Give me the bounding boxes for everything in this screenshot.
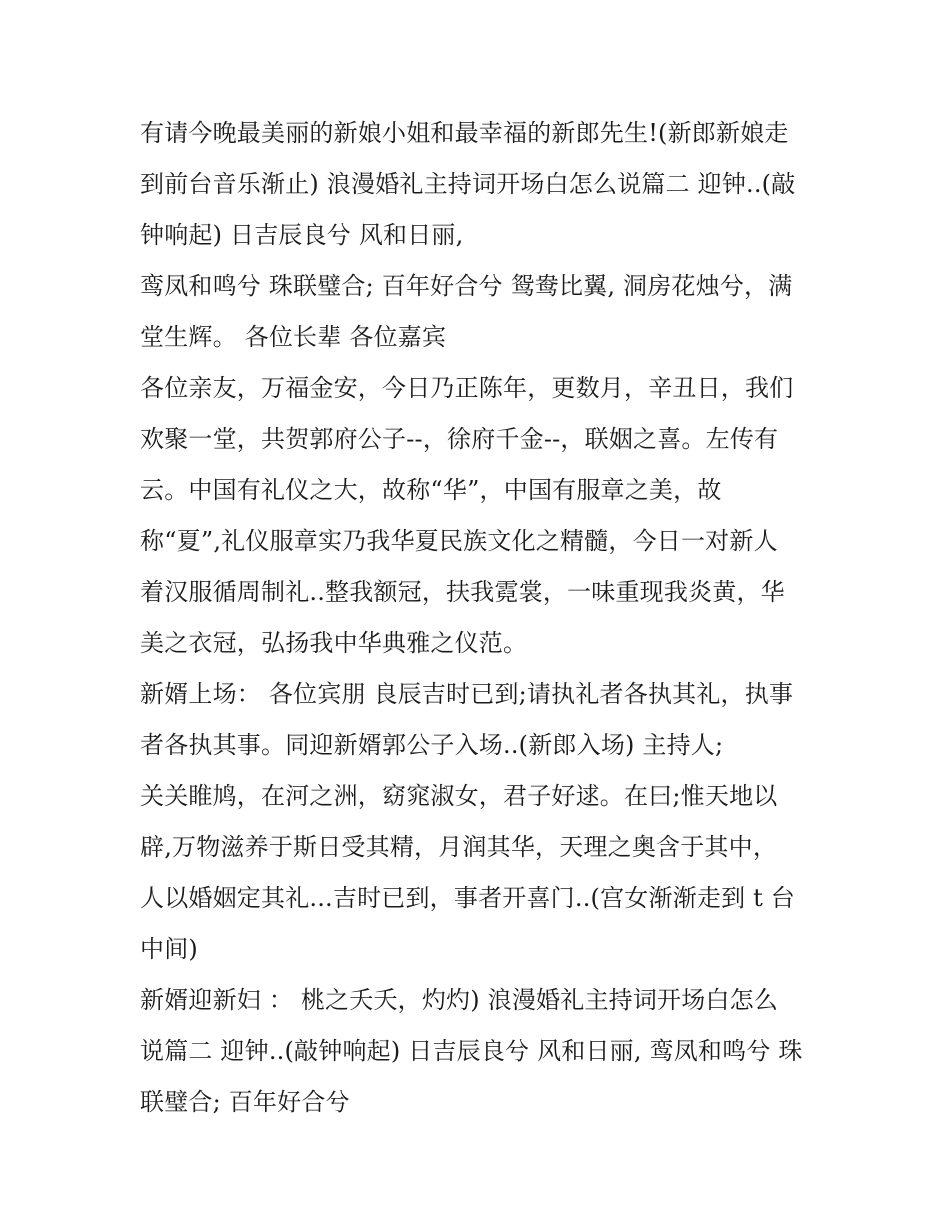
text-line: 说篇二 迎钟..(敲钟响起) 日吉辰良兮 风和日丽, 鸾凤和鸣兮 珠 xyxy=(140,1037,803,1065)
text-line: 堂生辉。 各位长辈 各位嘉宾 xyxy=(140,323,447,351)
text-line: 云。中国有礼仪之大，故称“华”，中国有服章之美，故 xyxy=(140,476,722,504)
text-line: 鸾凤和鸣兮 珠联璧合; 百年好合兮 鸳鸯比翼, 洞房花烛兮，满 xyxy=(140,272,793,300)
text-line: 辟,万物滋养于斯日受其精，月润其华，天理之奥含于其中， xyxy=(140,833,778,861)
text-line: 人以婚姻定其礼...吉时已到，事者开喜门..(宫女渐渐走到 t 台 xyxy=(140,884,796,912)
text-line: 钟响起) 日吉辰良兮 风和日丽, xyxy=(140,221,464,249)
text-line: 到前台音乐渐止) 浪漫婚礼主持词开场白怎么说篇二 迎钟..(敲 xyxy=(140,170,796,198)
text-line: 各位亲友，万福金安，今日乃正陈年，更数月，辛丑日，我们 xyxy=(140,374,794,402)
text-line: 着汉服循周制礼..整我额冠，扶我霓裳，一味重现我炎黄，华 xyxy=(140,578,785,606)
text-line: 新婿迎新妇 ： 桃之夭夭，灼灼) 浪漫婚礼主持词开场白怎么 xyxy=(140,986,779,1014)
text-line: 有请今晚最美丽的新娘小姐和最幸福的新郎先生!(新郎新娘走 xyxy=(140,119,789,147)
text-line: 者各执其事。同迎新婿郭公子入场..(新郎入场) 主持人; xyxy=(140,731,724,759)
text-line: 欢聚一堂，共贺郭府公子--，徐府千金--，联姻之喜。左传有 xyxy=(140,425,779,453)
text-line: 称“夏”,礼仪服章实乃我华夏民族文化之精髓，今日一对新人 xyxy=(140,527,778,555)
text-line: 新婿上场： 各位宾朋 良辰吉时已到;请执礼者各执其礼，执事 xyxy=(140,680,794,708)
text-line: 关关睢鸠，在河之洲，窈窕淑女，君子好逑。在曰;惟天地以 xyxy=(140,782,778,810)
text-line: 联璧合; 百年好合兮 xyxy=(140,1088,350,1116)
body-text xyxy=(140,108,820,1128)
text-line: 美之衣冠，弘扬我中华典雅之仪范。 xyxy=(140,629,528,657)
text-line: 中间) xyxy=(140,935,198,963)
